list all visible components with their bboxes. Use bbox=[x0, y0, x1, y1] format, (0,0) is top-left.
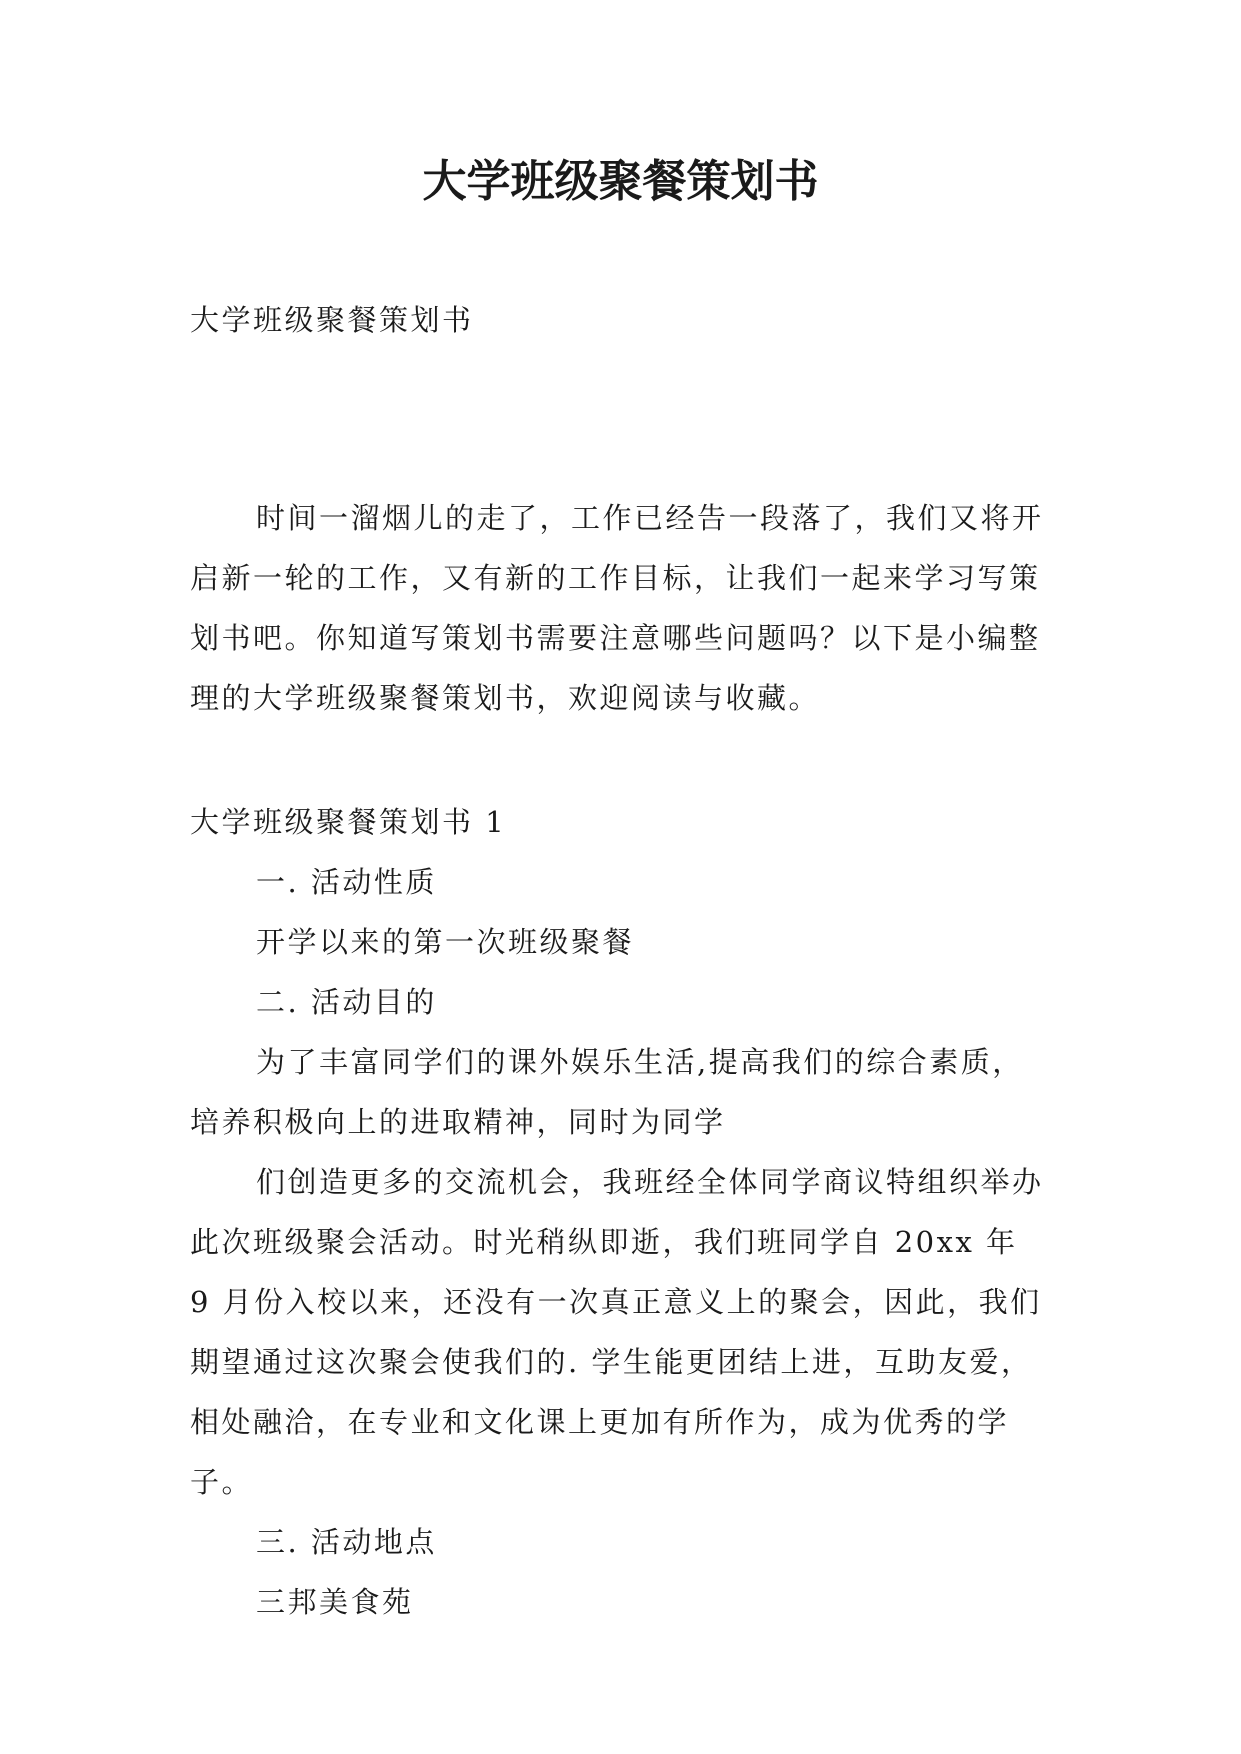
item2-heading: 二. 活动目的 bbox=[256, 985, 437, 1019]
item2-body-part1: 为了丰富同学们的课外娱乐生活,提高我们的综合素质，培养积极向上的进取精神，同时为同学 bbox=[190, 1045, 1024, 1139]
intro-paragraph: 时间一溜烟儿的走了，工作已经告一段落了，我们又将开启新一轮的工作，又有新的工作目标，让我们一起来学习写策划书吧。你知道写策划书需要注意哪些问题吗？以下是小编整理的大学班级聚餐策划书，欢迎阅读与收藏。 bbox=[190, 501, 1044, 715]
item3-body: 三邦美食苑 bbox=[256, 1585, 414, 1619]
subtitle: 大学班级聚餐策划书 bbox=[190, 303, 474, 337]
item1-body: 开学以来的第一次班级聚餐 bbox=[256, 925, 635, 959]
document-body bbox=[190, 290, 1050, 1632]
item1-heading: 一. 活动性质 bbox=[256, 865, 437, 899]
item3-heading: 三. 活动地点 bbox=[256, 1525, 437, 1559]
document-title: 大学班级聚餐策划书 bbox=[422, 156, 819, 207]
section-title: 大学班级聚餐策划书 1 bbox=[190, 805, 507, 839]
item2-body-part2: 们创造更多的交流机会，我班经全体同学商议特组织举办此次班级聚会活动。时光稍纵即逝，我们班同学自 20xx 年 9 月份入校以来，还没有一次真正意义上的聚会，因此，我们期望通过这次聚会使我们的. 学生能更团结上进，互助友爱，相处融洽，在专业和文化课上更加有所作为，成为优秀的学子。 bbox=[190, 1165, 1044, 1499]
